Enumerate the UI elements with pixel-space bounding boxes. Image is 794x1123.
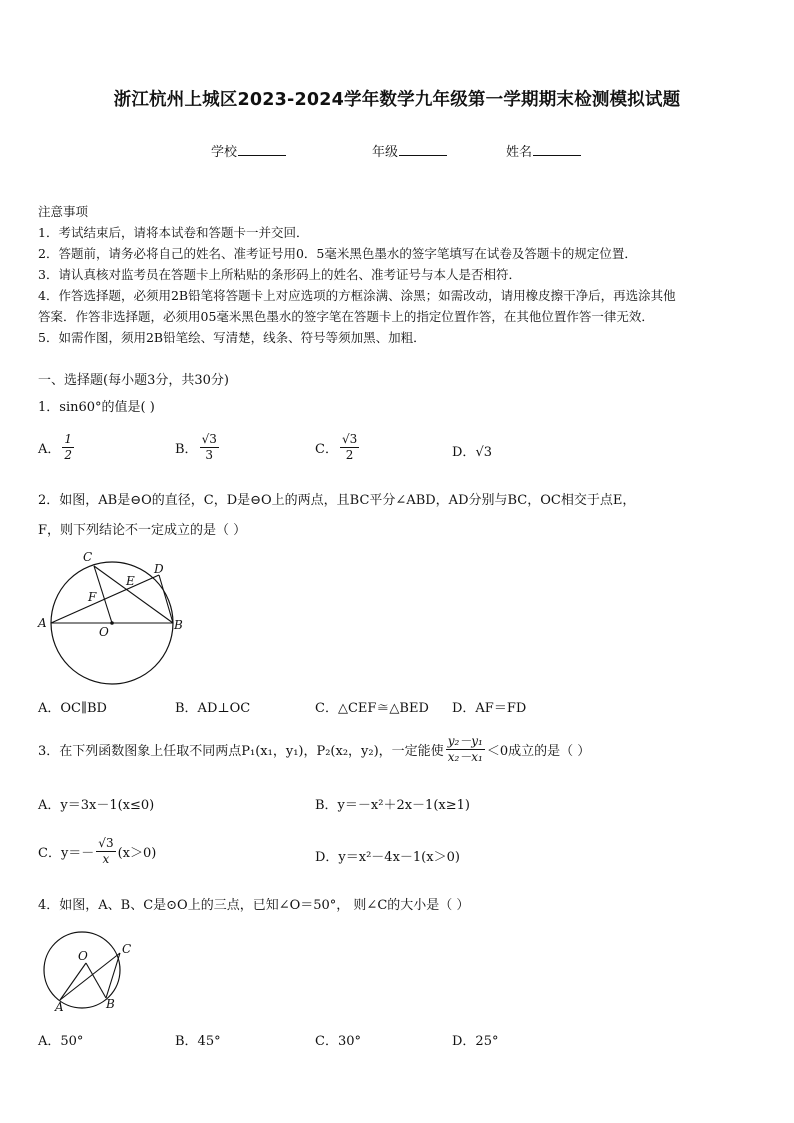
q2-option-a: A．OC∥BD xyxy=(38,701,107,716)
q4-circle-figure xyxy=(36,925,146,1017)
q4-radius-ob xyxy=(86,963,106,998)
notice-item: 2．答题前，请务必将自己的姓名、准考证号用0．5毫米黑色墨水的签字笔填写在试卷及答题卡的规定位置． xyxy=(38,246,637,261)
notice-item: 3．请认真核对监考员在答题卡上所粘贴的条形码上的姓名、准考证号与本人是否相符． xyxy=(38,267,521,282)
q2-stem-line1: 2．如图，AB是⊖O的直径，C，D是⊖O上的两点，且BC平分∠ABD，AD分别与BC，OC相交于点E， xyxy=(38,493,636,508)
notice-heading: 注意事项 xyxy=(38,204,89,219)
notice-item: 4．作答选择题，必须用2B铅笔将答题卡上对应选项的方框涂满、涂黑；如需改动，请用橡皮擦干净后，再选涂其他 xyxy=(38,288,676,303)
q2-label-a: A xyxy=(38,616,47,630)
grade-blank[interactable] xyxy=(399,143,447,156)
q3-option-c: C．y＝－ $\frac{√3}{x}$ (x＞0) xyxy=(38,836,157,866)
section-heading: 一、选择题(每小题3分，共30分) xyxy=(38,373,229,388)
q1-option-a: A． $\frac{1}{2}$ xyxy=(38,432,73,462)
q4-option-c: C．30° xyxy=(315,1034,361,1049)
q4-option-b: B．45° xyxy=(175,1034,221,1049)
q4-stem: 4．如图，A、B、C是⊙O上的三点，已知∠O＝50°， 则∠C的大小是（ ） xyxy=(38,898,470,913)
q4-label-b: B xyxy=(106,997,115,1011)
school-blank[interactable] xyxy=(238,143,286,156)
q1-option-b: B． $\frac{√3}{3}$ xyxy=(175,432,217,462)
q4-option-a: A．50° xyxy=(38,1034,84,1049)
q2-center-dot xyxy=(110,621,114,625)
q2-radius-oc xyxy=(94,566,112,623)
grade-field: 年级 xyxy=(372,141,447,160)
notice-item: 5．如需作图，须用2B铅笔绘、写清楚，线条、符号等须加黑、加粗． xyxy=(38,330,426,345)
name-blank[interactable] xyxy=(533,143,581,156)
page-title: 浙江杭州上城区2023-2024学年数学九年级第一学期期末检测模拟试题 xyxy=(113,90,681,110)
q2-label-o: O xyxy=(99,625,109,639)
q2-label-c: C xyxy=(83,550,93,564)
school-field: 学校 xyxy=(211,141,286,160)
q4-option-d: D．25° xyxy=(452,1034,499,1049)
notice-item: 1．考试结束后，请将本试卷和答题卡一并交回． xyxy=(38,225,309,240)
q2-label-f: F xyxy=(88,590,97,604)
q2-circle-figure xyxy=(36,546,186,688)
q4-label-c: C xyxy=(122,942,132,956)
q2-option-c: C．△CEF≅△BED xyxy=(315,701,429,716)
q2-label-b: B xyxy=(174,618,183,632)
name-field: 姓名 xyxy=(506,141,581,160)
q4-chord-ac xyxy=(60,953,120,1000)
q4-label-a: A xyxy=(55,1000,64,1014)
q3-option-b: B．y＝－x²＋2x－1(x≥1) xyxy=(315,798,470,813)
q2-label-d: D xyxy=(154,562,164,576)
q2-stem-line2: F，则下列结论不一定成立的是（ ） xyxy=(38,523,247,538)
q1-option-d: D．√3 xyxy=(452,445,492,460)
q1-stem: 1．sin60°的值是( ) xyxy=(38,400,155,415)
q2-label-e: E xyxy=(126,574,135,588)
q2-option-d: D．AF＝FD xyxy=(452,701,527,716)
q3-stem: 3．在下列函数图象上任取不同两点P₁(x₁，y₁)，P₂(x₂，y₂)，一定能使 $\frac{\text{y₂－y₁}}{\text{x₂－x₁}}$ ＜0成立的是（ ） xyxy=(38,734,591,764)
q2-option-b: B．AD⊥OC xyxy=(175,701,251,716)
q2-chord-db xyxy=(159,575,173,623)
q4-label-o: O xyxy=(78,949,88,963)
q1-option-c: C． $\frac{√3}{2}$ xyxy=(315,432,358,462)
notice-item: 答案．作答非选择题，必须用05毫米黑色墨水的签字笔在答题卡上的指定位置作答，在其他位置作答一律无效． xyxy=(38,309,654,324)
q3-option-d: D．y＝x²－4x－1(x＞0) xyxy=(315,850,460,865)
q3-option-a: A．y＝3x－1(x≤0) xyxy=(38,798,155,813)
q4-radius-oa xyxy=(60,963,86,1000)
